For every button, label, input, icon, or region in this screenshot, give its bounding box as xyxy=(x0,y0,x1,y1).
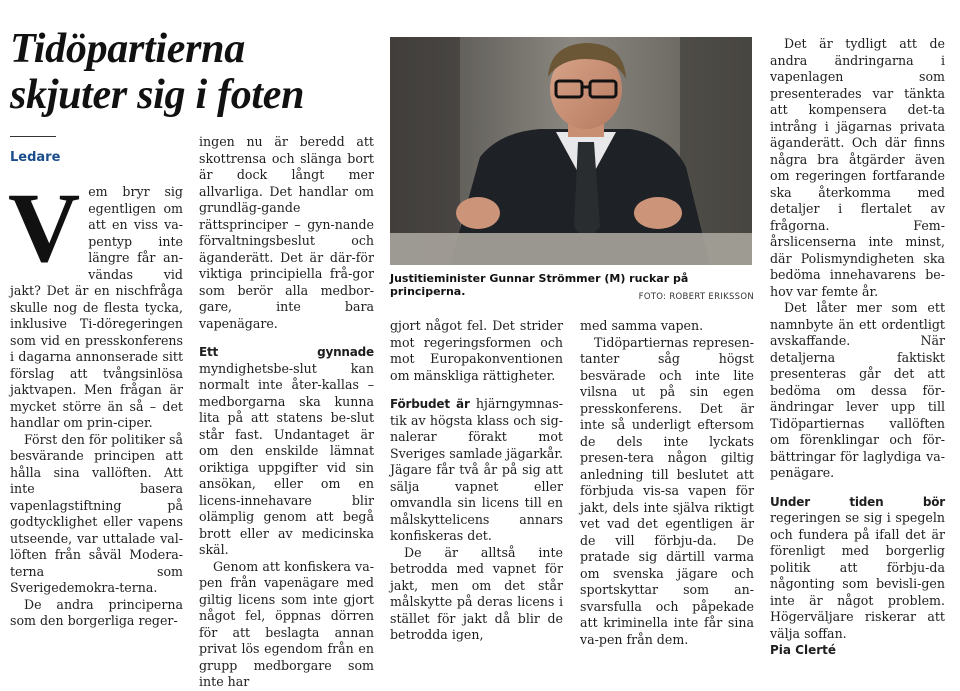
article-column-2 xyxy=(199,134,374,691)
section-rule xyxy=(10,136,56,137)
article-column-1 xyxy=(8,172,183,630)
paragraph-text: myndighetsbe-slut kan normalt inte åter-kallas – medborgarna ska kunna lita på att statens be-slut står fast. Undantaget är om den enskilde lämnat oriktiga uppgifter vid sin ansökan, eller om en licens-innehavare blir olämplig genom att begå brott eller av medicinska skäl. xyxy=(199,360,374,557)
paragraph-text: hjärngymnas-tik av högsta klass och sig-nalerar förakt mot Sveriges samlade jägarkår. Jägare får två år på sig att sälja vapnet eller omvandla sin licens till en målskyttelicens annars konfiskeras det. xyxy=(390,396,563,543)
photo-caption: Justitieminister Gunnar Strömmer (M) ruckar på principerna. xyxy=(390,272,689,298)
paragraph: Först den för politiker så besvärande principen att hålla sina vallöften. Att inte basera vapenlagstiftning på godtycklighet eller vapens utseende, var uttalade val-löften från såväl Modera-terna som Sverigedemokra-terna. xyxy=(10,431,183,595)
paragraph xyxy=(390,396,563,545)
section-label: Ledare xyxy=(10,150,61,165)
paragraph: ingen nu är beredd att skottrensa och slänga bort är dock långt mer allvarliga. Det handlar om grundläg-gande rättsprinciper – gyn-nande förvaltningsbeslut och äganderätt. Det är där-för viktiga principiella frå-gor som berör alla medbor-gare, inte bara vapenägare. xyxy=(199,134,374,331)
paragraph: gjort något fel. Det strider mot regeringsformen och mot Europakonventionen om mänskliga rättigheter. xyxy=(390,318,563,383)
paragraph: em bryr sig egentligen om att en viss va-pentyp inte längre får an-vändas vid jakt? Det är en nischfråga skulle nog de flesta tycka, inklusive Ti-döregeringen som vid en presskonferens i dagarna annonserade sitt förslag att tvångsinlösa jaktvapen. Men frågan är mycket större än så – det handlar om prin-ciper. xyxy=(10,184,183,430)
headline xyxy=(10,26,380,118)
paragraph-text: regeringen se sig i spegeln och fundera på ifall det är förenligt med borgerlig politik att förbju-da någonting som bevisli-gen inte är något problem. Högerväljare riskerar att välja soffan. xyxy=(770,510,945,641)
paragraph xyxy=(770,494,945,643)
paragraph: De är alltså inte betrodda med vapnet för jakt, men om det står målskytte på deras licens i stället för jakt då blir de betrodda igen, xyxy=(390,544,563,642)
paragraph: med samma vapen. xyxy=(580,318,704,333)
paragraph: Genom att konfiskera va-pen från vapenägare med giltig licens som inte gjort något fel, öppnas dörren för att beslagta annan privat lös egendom från en grupp medborgare som inte har xyxy=(199,558,374,689)
headline-line-1: Tidöpartierna xyxy=(10,26,245,72)
paragraph xyxy=(199,344,374,559)
paragraph: Det är tydligt att de andra ändringarna i vapenlagen som presenterades var tänkta att kompensera det-ta intrång i jägarnas privata äganderätt. Och där finns några bra åtgärder även om regeringen fortfarande ska återkomma med detaljer i flertalet av frågorna. Fem-årslicenserna inte minst, där Polismyndigheten ska bedöma innehavarens be-hov var femte år. xyxy=(770,36,945,299)
paragraph-lead-in: Ett gynnade xyxy=(199,345,374,359)
paragraph: Tidöpartiernas represen-tanter såg högst besvärade och inte lite vilsna ut på sin egen presskonferens. Det är inte så underligt eftersom de dels inte lyckats presen-tera någon giltig anledning till beslutet att förbjuda vis-sa vapen för jakt, dels inte själva riktigt vet vad det egentligen är de vill förbju-da. De pratade sig därtill varma om svenska jägare och sportskyttar som an-svarsfulla och påpekade att kriminella inte får sina va-pen från dem. xyxy=(580,334,754,647)
article-column-5 xyxy=(770,36,945,659)
headline-line-2: skjuter sig i foten xyxy=(10,72,305,118)
photo-credit: FOTO: ROBERT ERIKSSON xyxy=(638,292,754,302)
photo-illustration xyxy=(390,37,752,265)
author-signature: Pia Clerté xyxy=(770,643,837,657)
paragraph: Det låter mer som ett namnbyte än ett ordentligt avskaffande. När detaljerna faktiskt presenteras går det att bedöma om dessa för-ändringar lever upp till Tidöpartiernas vallöften om förenklingar och för-bättringar för laglydiga va-penägare. xyxy=(770,300,945,480)
paragraph: De andra principerna som den borgerliga reger- xyxy=(10,596,183,628)
article-photo xyxy=(390,37,752,265)
article-column-3 xyxy=(390,318,563,644)
drop-cap: V xyxy=(8,172,81,283)
paragraph-lead-in: Förbudet är xyxy=(390,397,470,411)
paragraph-lead-in: Under tiden bör xyxy=(770,494,945,509)
article-column-4 xyxy=(580,318,754,648)
